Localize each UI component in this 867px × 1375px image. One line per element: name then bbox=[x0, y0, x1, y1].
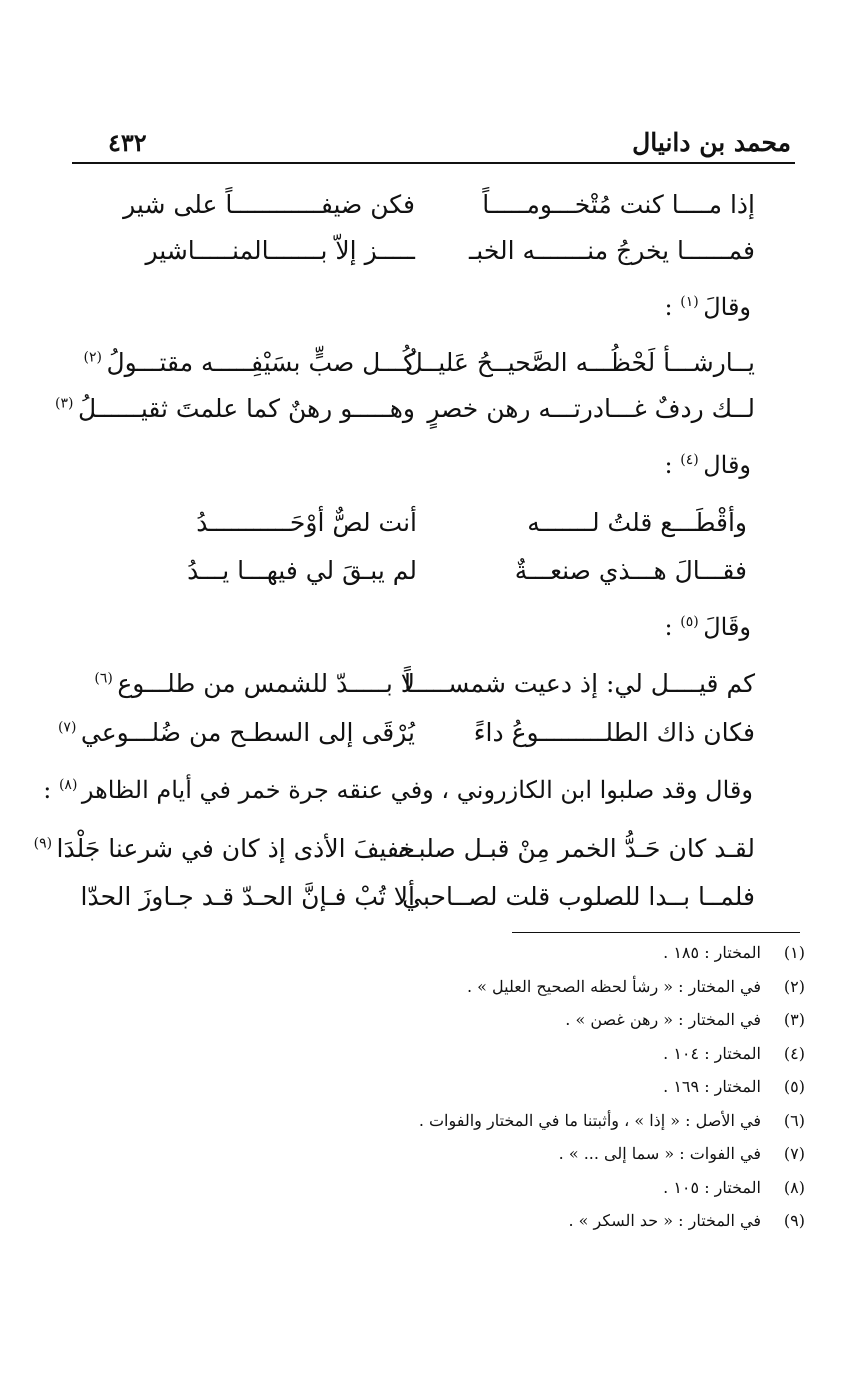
footnote-number: (١) bbox=[783, 943, 805, 962]
footnote-marker: (٦) bbox=[94, 670, 118, 687]
footnote-marker: (١) bbox=[680, 294, 704, 310]
verse-second-hemistich: يُرْقَى إلى السطـح من ضُلـــوعي $^{(٧)}$ bbox=[57, 718, 415, 747]
verse-second-hemistich: ألا تُبْ فـإنَّ الحـدّ قـد جـاوزَ الحدّا bbox=[80, 882, 415, 911]
verse-second-hemistich: أنت لصٌّ أوْحَـــــــــــدُ bbox=[196, 508, 417, 537]
verse-first-hemistich: فلمــا بــدا للصلوب قلت لصــاحبي bbox=[402, 882, 755, 911]
verse-second-hemistich: فكن ضيفــــــــــــاً على شير bbox=[123, 190, 415, 219]
poem-introduction: وقال $^{(٤)}$ : bbox=[664, 451, 751, 479]
footnote-item bbox=[245, 1104, 805, 1138]
page-number: ٤٣٢ bbox=[108, 128, 147, 157]
verse-line bbox=[0, 834, 867, 874]
footnote-number: (٨) bbox=[783, 1177, 805, 1197]
poem-introduction: وقَالَ $^{(٥)}$ : bbox=[664, 613, 751, 641]
footnote-marker: (٩) bbox=[33, 835, 57, 852]
footnote-text: في المختار : « رهن غصن » . bbox=[565, 1010, 761, 1029]
footnote-item bbox=[245, 1171, 805, 1205]
verse-second-hemistich: خفيفَ الأذى إذ كان في شرعنا جَلْدَا $^{(٩)}$ bbox=[33, 834, 415, 863]
footnote-text: في الفوات : « سما إلى ... » . bbox=[558, 1144, 761, 1163]
verse-first-hemistich: وأقْطَـــع قلتُ لـــــــه bbox=[527, 508, 747, 537]
footnote-number: (٩) bbox=[783, 1211, 805, 1230]
footnote-item bbox=[245, 1003, 805, 1037]
verse-line bbox=[0, 348, 867, 388]
footnote-number: (٢) bbox=[783, 976, 805, 996]
verse-first-hemistich: لقـد كان حَـدُّ الخمر مِنْ قبـل صلبـه bbox=[397, 834, 755, 863]
intro-colon: : bbox=[43, 776, 59, 804]
footnote-number: (٧) bbox=[783, 1144, 805, 1163]
footnote-item bbox=[245, 1037, 805, 1071]
footnote-item bbox=[245, 1070, 805, 1104]
verse-line bbox=[0, 190, 867, 230]
verse-line bbox=[0, 508, 867, 548]
footnote-item bbox=[245, 1204, 805, 1238]
verse-line bbox=[0, 394, 867, 434]
footnote-marker: (٣) bbox=[55, 395, 78, 412]
intro-colon: : bbox=[664, 613, 681, 641]
footnote-marker: (٤) bbox=[680, 452, 704, 468]
verse-second-hemistich: لا بـــــدّ للشمس من طلـــوع $^{(٦)}$ bbox=[94, 669, 415, 698]
verse-first-hemistich: فمــــــا يخرجُ منـــــــه الخبـ bbox=[468, 236, 755, 265]
verse-second-hemistich: ـــــز إلاّ بـــــــالمنـــــاشير bbox=[145, 236, 415, 265]
page-header bbox=[72, 124, 795, 164]
footnote-item bbox=[245, 936, 805, 970]
verse-second-hemistich: وهـــــو رهنٌ كما علمتَ ثقيــــــلُ $^{(٣)}$ bbox=[55, 394, 415, 423]
footnote-text: المختار : ١٠٥ . bbox=[663, 1177, 761, 1197]
footnote-text: المختار : ١٠٤ . bbox=[663, 1043, 761, 1063]
intro-colon: : bbox=[664, 293, 681, 321]
verse-first-hemistich: فقـــالَ هـــذي صنعـــةٌ bbox=[514, 556, 747, 585]
intro-colon: : bbox=[664, 451, 681, 479]
running-title: محمد بن دانيال bbox=[632, 128, 791, 157]
footnote-separator bbox=[512, 932, 800, 933]
verse-second-hemistich: لم يبـقَ لي فيهـــا يـــدُ bbox=[187, 556, 417, 585]
footnote-number: (٦) bbox=[783, 1110, 805, 1130]
verse-first-hemistich: فكان ذاك الطلـــــــــوعُ داءً bbox=[473, 718, 755, 747]
footnote-text: المختار : ١٨٥ . bbox=[663, 943, 761, 962]
verse-first-hemistich: كم قيــــل لي: إذ دعيت شمســـــاً bbox=[403, 669, 755, 698]
verse-first-hemistich: لــك ردفٌ غـــادرتـــه رهن خصرٍ bbox=[427, 394, 755, 423]
footnote-text: في المختار : « رشأ لحظه الصحيح العليل » . bbox=[466, 976, 761, 996]
footnote-item bbox=[245, 1137, 805, 1171]
footnote-marker: (٥) bbox=[680, 614, 704, 630]
verse-line bbox=[0, 236, 867, 276]
footnote-number: (٥) bbox=[783, 1077, 805, 1096]
footnote-text: في المختار : « حد السكر » . bbox=[568, 1211, 761, 1230]
footnote-text: في الأصل : « إذا » ، وأثبتنا ما في المختار والفوات . bbox=[418, 1110, 761, 1130]
verse-second-hemistich: كُـــل صبٍّ بسَيْفِـــــه مقتـــولُ $^{(٢)}$ bbox=[83, 348, 415, 377]
verse-first-hemistich: إذا مــــا كنت مُتْخـــومـــــاً bbox=[482, 190, 755, 219]
footnote-text: المختار : ١٦٩ . bbox=[663, 1077, 761, 1096]
verse-first-hemistich: يــارشـــأ لَحْظُـــه الصَّحيــحُ عَليــلُ bbox=[404, 348, 755, 377]
verse-line bbox=[0, 669, 867, 709]
footnote-marker: (٧) bbox=[57, 719, 81, 736]
poem-introduction: وقالَ $^{(١)}$ : bbox=[664, 293, 751, 321]
footnote-number: (٤) bbox=[783, 1043, 805, 1063]
footnote-marker: (٢) bbox=[83, 349, 107, 366]
poem-introduction: وقال وقد صلبوا ابن الكازروني ، وفي عنقه جرة خمر في أيام الظاهر $^{(٨)}$ : bbox=[43, 776, 753, 804]
footnote-item bbox=[245, 970, 805, 1004]
footnote-marker: (٨) bbox=[58, 777, 82, 793]
verse-line bbox=[0, 718, 867, 758]
verse-line bbox=[0, 556, 867, 596]
footnote-number: (٣) bbox=[783, 1010, 805, 1029]
verse-line bbox=[0, 882, 867, 922]
footnotes bbox=[245, 936, 805, 1238]
